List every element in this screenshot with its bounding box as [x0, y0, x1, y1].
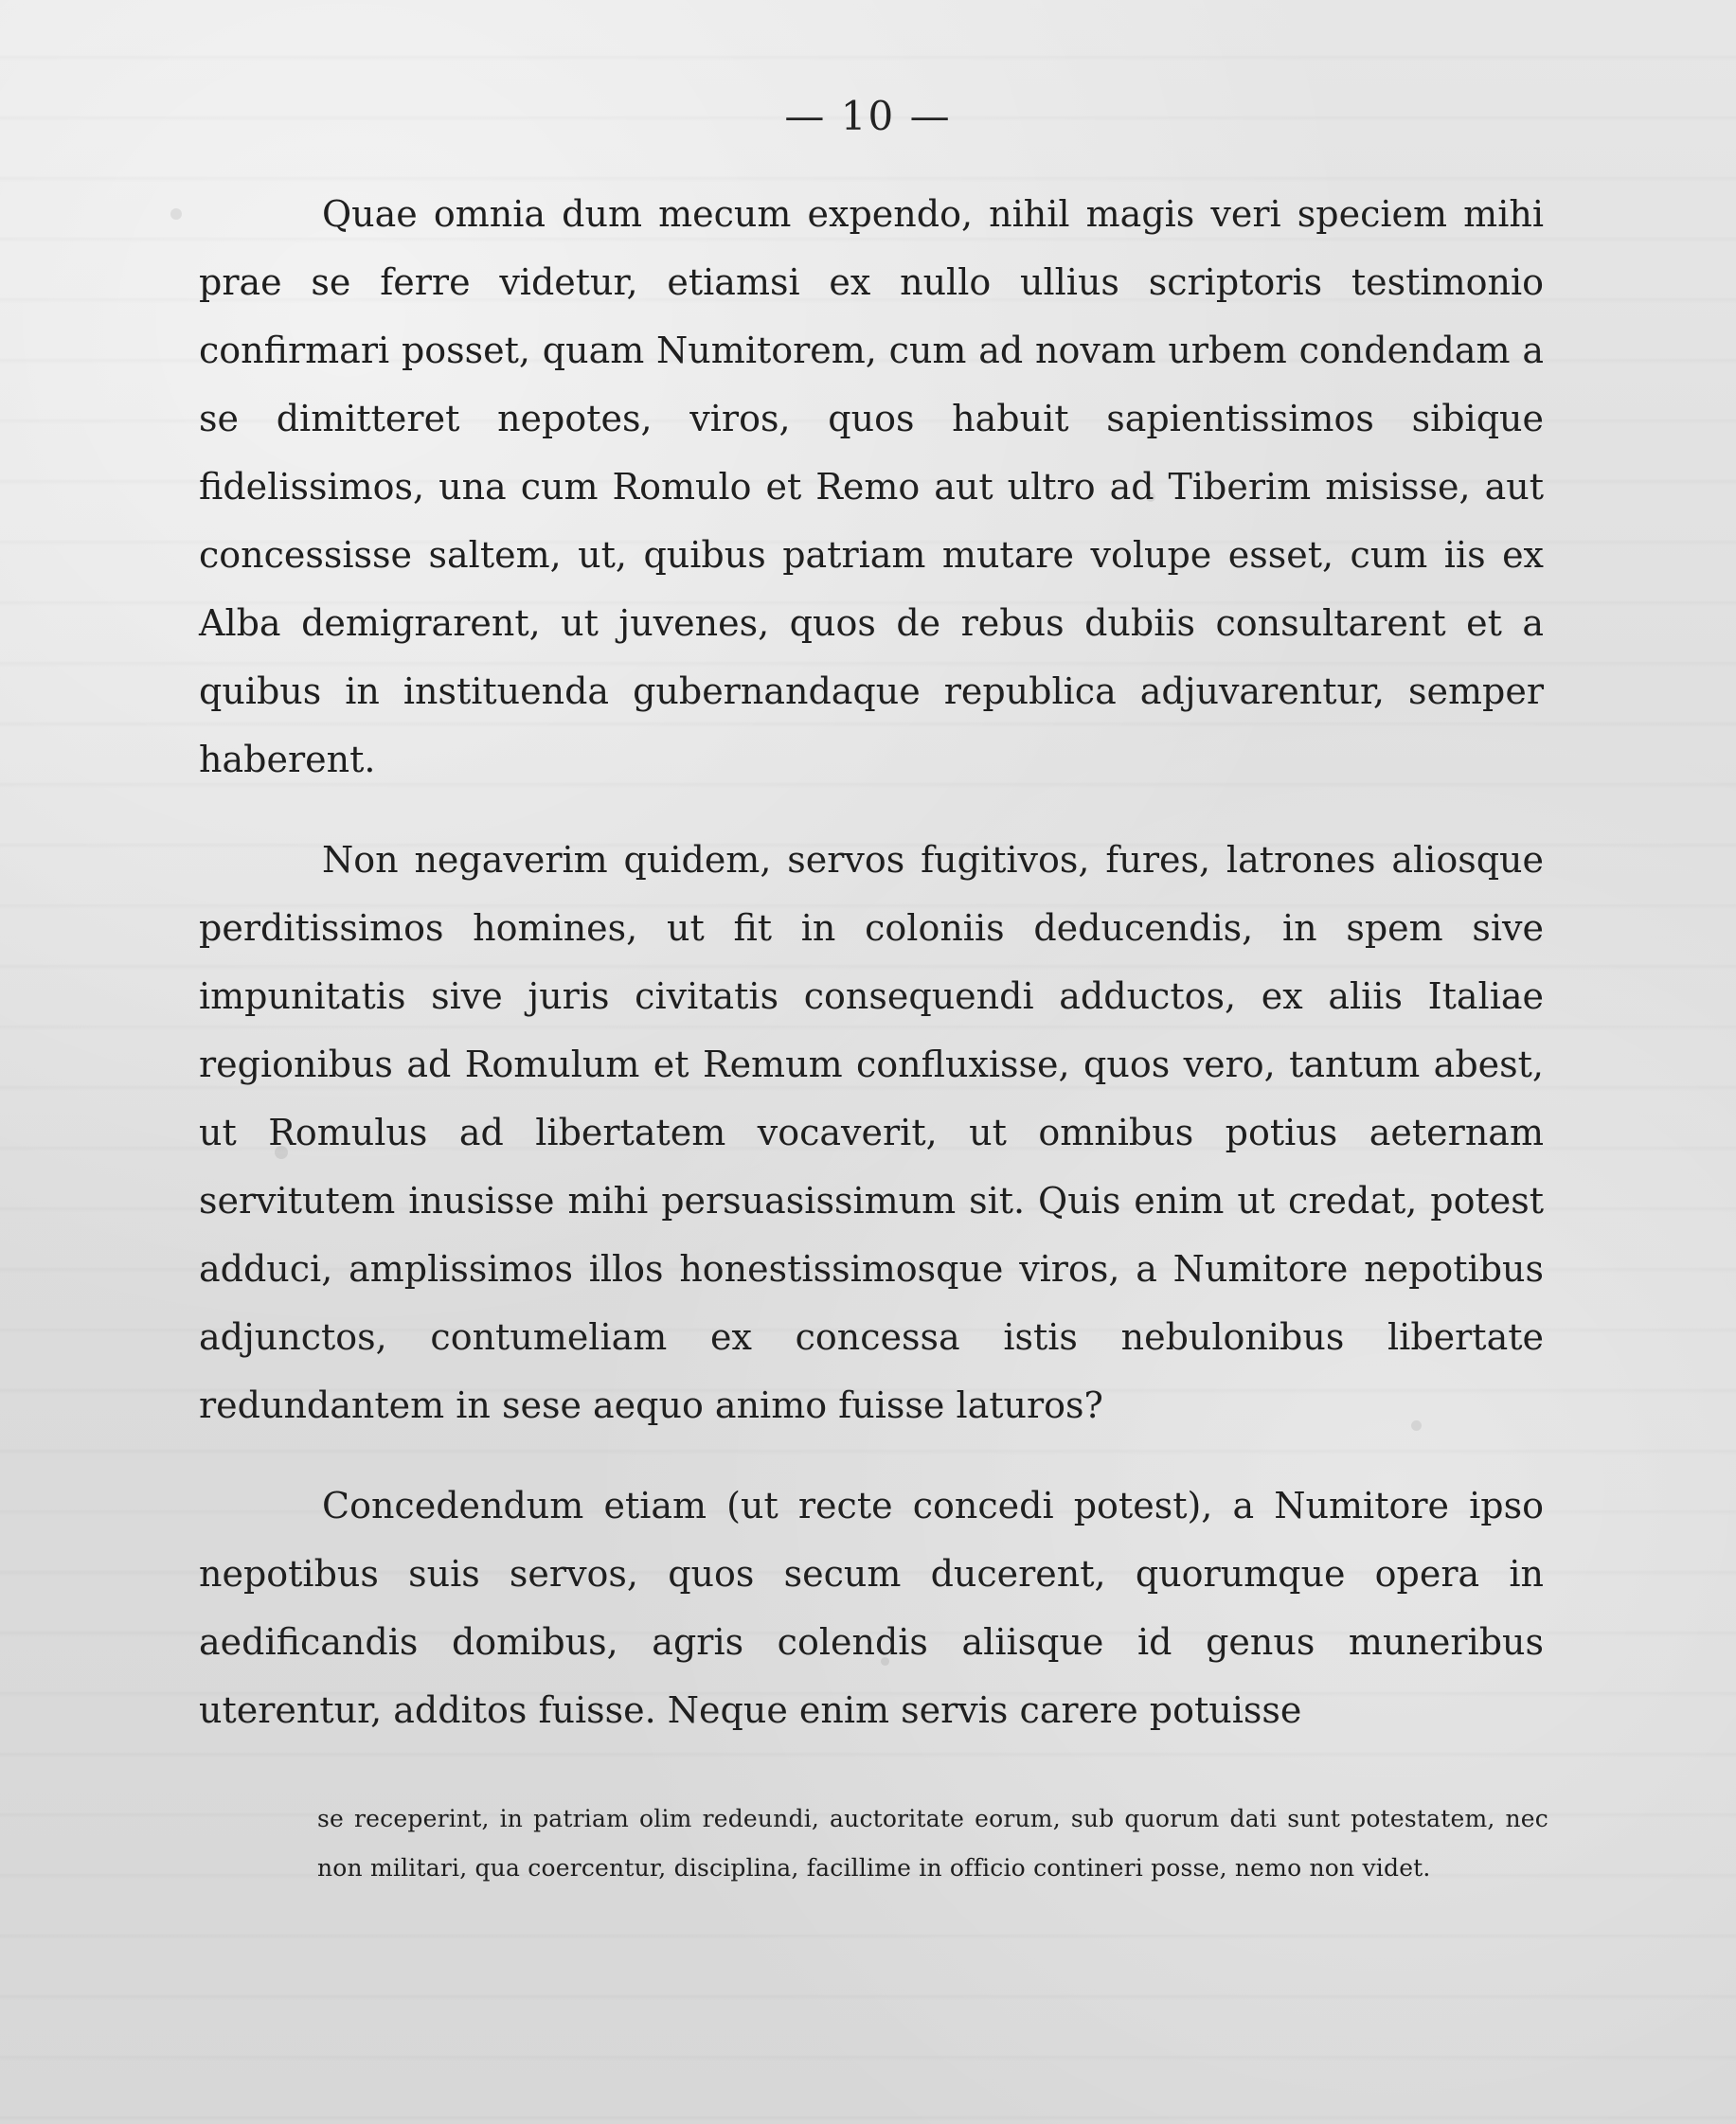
main-text: [199, 180, 1544, 1744]
paragraph-2: Non negaverim quidem, servos fugitivos, fures, latrones aliosque perditissimos homines, ut fit in coloniis deducendis, in spem sive impunitatis sive juris civitatis consequendi adductos, ex aliis Italiae regionibus ad Romulum et Remum confluxisse, quos vero, tantum abest, ut Romulus ad libertatem vocaverit, ut omnibus potius aeternam servitutem inusisse mihi persuasissimum sit. Quis enim ut credat, potest adduci, amplissimos illos honestissimosque viros, a Numitore nepotibus adjunctos, contumeliam ex concessa istis nebulonibus libertate redundantem in sese aequo animo fuisse laturos?: [199, 839, 1544, 1426]
paragraph-1: Quae omnia dum mecum expendo, nihil magis veri speciem mihi prae se ferre videtur, etiamsi ex nullo ullius scriptoris testimonio confirmari posset, quam Numitorem, cum ad novam urbem condendam a se dimitteret nepotes, viros, quos habuit sapientissimos sibique fidelissimos, una cum Romulo et Remo aut ultro ad Tiberim misisse, aut concessisse saltem, ut, quibus patriam mutare volupe esset, cum iis ex Alba demigrarent, ut juvenes, quos de rebus dubiis consultarent et a quibus in instituenda gubernandaque republica adjuvarentur, semper haberent.: [199, 193, 1544, 780]
paragraph-3: Concedendum etiam (ut recte concedi potest), a Numitore ipso nepotibus suis servos, quos secum ducerent, quorumque opera in aedificandis domibus, agris colendis aliisque id genus muneribus uterentur, additos fuisse. Neque enim servis carere potuisse: [199, 1485, 1544, 1731]
footnote: se receperint, in patriam olim redeundi, auctoritate eorum, sub quorum dati sunt potestatem, nec non militari, qua coercentur, disciplina, facillime in officio contineri posse, nemo non videt.: [317, 1805, 1548, 1882]
paper-speck: [170, 208, 182, 220]
page-number: — 10 —: [784, 93, 952, 139]
